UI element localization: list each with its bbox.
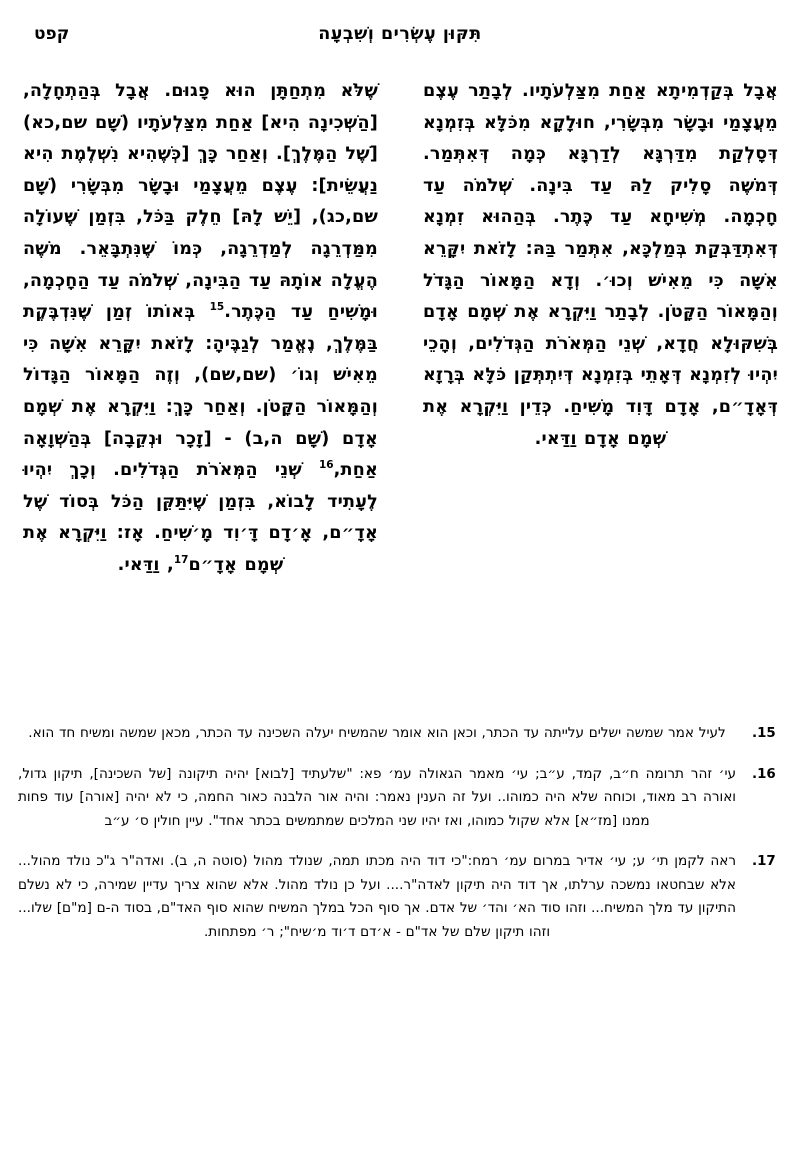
footnote-text: עי׳ זהר תרומה ח״ב, קמד, ע״ב; עי׳ מאמר הגאולה עמ׳ פא: "שלעתיד [לבוא] יהיה תיקונה [של השכינה], תיקון גדול, ואורה רב מאוד, וכוחה שלא היה כמוהו.. ועל זה הענין נאמר: והיה אור הלבנה כאור החמה, כי לא יהיה [אורה] עוד פחות ממנו [מז״א] אלא שקול כמוהו, ואז יהיו שני המלכים שמתמשים בכתר אחד". עיין חולין ס׳ ע״ב	[18, 765, 736, 829]
column-left-paragraph	[23, 76, 378, 582]
footnotes-section	[18, 722, 782, 961]
text-column-right	[423, 76, 778, 455]
footnote-ref-16[interactable]: 16	[318, 459, 334, 472]
text-column-left	[23, 76, 378, 582]
body-text-area	[0, 76, 800, 636]
footnote-item	[18, 763, 782, 834]
column-right-paragraph: אֲבָל בְּקַדְמִיתָא אַחַת מִצַּלְעֹתָיו. לְבָתַר עֶצֶם מֵעֲצָמַי וּבָשָׂר מִבְּשָׂרִי, חוּלָקָא מִכֹּלָּא בְּזִמְנָא דְּסָלְקַת מִדַּרְגָּא לְדַרְגָּא כְּמָה דְּאִתְּמַר. דְּמֹשֶׁה סָלִיק לַהּ עַד בִּינָה. שְׁלֹמֹה עַד חָכְמָה. מְשִׁיחָא עַד כֶּתֶר. בְּהַהוּא זִמְנָא דְּאִתְדַּבְּקַת בְּמַלְכָּא, אִתְּמַר בַּהּ: לָזֹאת יִקָּרֵא אִשָּׁה כִּי מֵאִישׁ וְכוּ׳. וְדָא הַמָּאוֹר הַגָּדֹל וְהַמָּאוֹר הַקָּטֹן. לְבָתַר וַיִּקְרָא אֶת שְׁמָם אָדָם בְּשִׁקּוּלָא חֲדָא, שְׁנֵי הַמְּאֹרֹת הַגְּדֹלִים, וְהָכֵי יִהְיוּ לְזִמְנָא דְּאָתֵי בְּזִמְנָא דְּיִתְתְּקַן כֹּלָּא בְּרָזָא דְּאָדָ״ם, אָדָם דָּוִד מָשִׁיחַ. כְּדֵין וַיִּקְרָא אֶת שְׁמָם אָדָם וַדַּאי.	[423, 81, 778, 449]
footnote-number: .15	[752, 726, 776, 741]
folio-number: קפט	[34, 24, 70, 44]
footnote-text: ראה לקמן תי׳ ע; עי׳ אדיר במרום עמ׳ רמח:"כי דוד היה מכתו תמה, שנולד מהול (סוטה ה, ב). ואדה"ר ג"כ נולד מהול... אלא שבחטאו נמשכה ערלתו, אך דוד היה תיקון לאדה"ר.... ועל כן נולד מהול. אלא שהוא צריך עדיין שמירה, כי לא נשלם התיקון עד מלך המשיח... וזהו סוד הא׳ והד׳ של אדם. אך סוף הכל במלך המשיח שהוא סוף האד"ם, בסוד ה-ם [מ"ם] שלו... וזהו תיקון שלם של אד"ם - א׳דם ד׳וד מ׳שיח"; ר׳ מפתחות.	[18, 853, 736, 940]
column-left-segment-d: , וַדַּאי.	[117, 554, 174, 575]
footnote-ref-15[interactable]: 15	[209, 301, 225, 314]
footnote-item	[18, 722, 782, 746]
running-head	[0, 22, 800, 56]
page-title: תִּקּוּן עֶשְׂרִים וְשִׁבְעָה	[318, 24, 482, 44]
column-left-segment-c: שְׁנֵי הַמְּאֹרֹת הַגְּדֹלִים. וְכָךְ יִהְיוּ לֶעָתִיד לָבוֹא, בִּזְמַן שֶׁיִּתַּקֵּן הַכֹּל בְּסוֹד שֶׁל אָדָ״ם, אָ׳דָם דָּ׳וִד מָ׳שִׁיחַ. אָז: וַיִּקְרָא אֶת שְׁמָם אָדָ״ם	[23, 460, 378, 575]
footnote-number: .16	[752, 766, 776, 782]
footnote-number: .17	[752, 854, 776, 869]
column-left-segment-a: שֶׁלֹּא מִתְחַתָּן הוּא פָגוּם. אֲבָל בְּהַתְחָלָה, [הַשְּׁכִינָה הִיא] אַחַת מִצַּלְעֹתָיו (שָׁם שם,כא) [שֶׁל הַמֶּלֶךְ]. וְאַחַר כָּךְ [כְּשֶׁהִיא נִשְׁלֶמֶת הִיא נַעֲשֵׂית]: עֶצֶם מֵעֲצָמַי וּבָשָׂר מִבְּשָׂרִי (שָׁם שם,כג), [יֵשׁ לָהּ] חֵלֶק בַּכֹּל, בִּזְמַן שֶׁעוֹלָה מִמַּדְרֵגָה לְמַדְרֵגָה, כְּמוֹ שֶׁנִּתְבָּאֵר. מֹשֶׁה הֶעֱלָה אוֹתָהּ עַד הַבִּינָה, שְׁלֹמֹה עַד הַחָכְמָה, וּמָשִׁיחַ עַד הַכֶּתֶר.	[23, 81, 379, 323]
footnote-text: לעיל אמר שמשה ישלים עלייתה עד הכתר, וכאן הוא אומר שהמשיח יעלה השכינה עד הכתר, מכאן שמשה ומשיח חד הוא.	[28, 725, 726, 741]
footnote-item	[18, 850, 782, 944]
footnote-ref-17[interactable]: 17	[173, 554, 189, 567]
column-left-segment-b: בְּאוֹתוֹ זְמַן שֶׁנִּדְבֶּקֶת בַּמֶּלֶךְ, נֶאֱמַר לְגַבֶּיהָ: לָזֹאת יִקָּרֵא אִשָּׁה כִּי מֵאִישׁ וְגוֹ׳ (שם,שם), וְזֶה הַמָּאוֹר הַגָּדוֹל וְהַמָּאוֹר הַקָּטֹן. וְאַחַר כָּךְ: וַיִּקְרָא אֶת שְׁמָם אָדָם (שָׁם ה,ב) - [זָכָר וּנְקֵבָה] בְּהַשְׁוָאָה אַחַת,	[23, 302, 378, 481]
